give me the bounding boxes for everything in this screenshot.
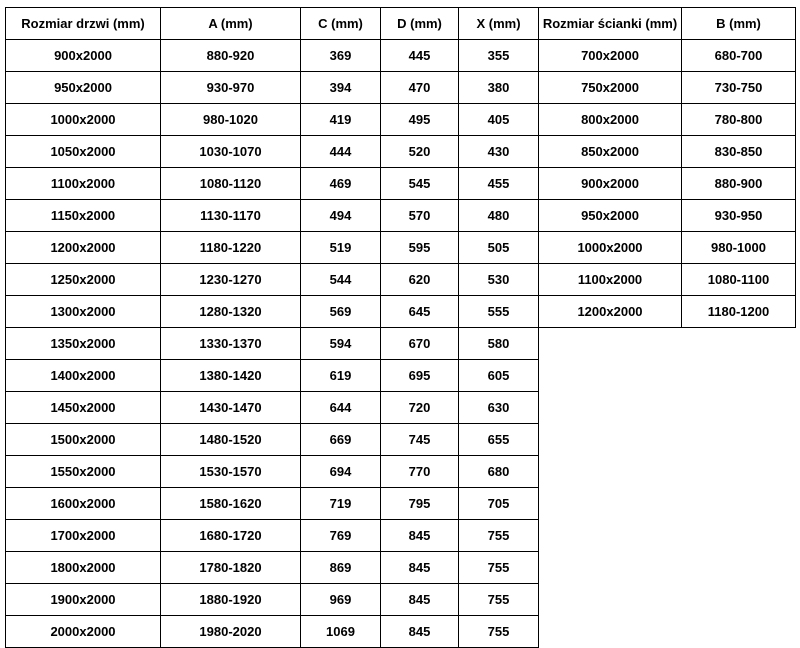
table-cell: 369 (301, 40, 381, 72)
table-cell: 694 (301, 456, 381, 488)
table-row (6, 488, 539, 520)
table-cell: 1580-1620 (161, 488, 301, 520)
table-cell: 755 (459, 616, 539, 648)
table-cell: 1180-1200 (682, 296, 796, 328)
table-cell: 950x2000 (6, 72, 161, 104)
table-header-row (6, 8, 539, 40)
table-row (6, 552, 539, 584)
table-cell: 930-950 (682, 200, 796, 232)
table-cell: 1380-1420 (161, 360, 301, 392)
table-cell: 494 (301, 200, 381, 232)
table-row (6, 520, 539, 552)
table-cell: 445 (381, 40, 459, 72)
table-cell: 1000x2000 (6, 104, 161, 136)
table-row (539, 40, 796, 72)
table-cell: 880-920 (161, 40, 301, 72)
table-row (6, 40, 539, 72)
table-cell: 1100x2000 (539, 264, 682, 296)
column-header-door-size: Rozmiar drzwi (mm) (6, 8, 161, 40)
column-header-a: A (mm) (161, 8, 301, 40)
table-cell: 980-1020 (161, 104, 301, 136)
table-row (6, 232, 539, 264)
table-cell: 1080-1120 (161, 168, 301, 200)
wall-panel-dimensions-table (538, 7, 796, 328)
table-cell: 1100x2000 (6, 168, 161, 200)
table-cell: 755 (459, 552, 539, 584)
table-cell: 900x2000 (6, 40, 161, 72)
table-row (6, 104, 539, 136)
table-cell: 530 (459, 264, 539, 296)
table-cell: 1700x2000 (6, 520, 161, 552)
table-cell: 594 (301, 328, 381, 360)
table-cell: 555 (459, 296, 539, 328)
table-cell: 795 (381, 488, 459, 520)
table-cell: 705 (459, 488, 539, 520)
table-row (6, 456, 539, 488)
table-cell: 1250x2000 (6, 264, 161, 296)
table-cell: 580 (459, 328, 539, 360)
table-cell: 969 (301, 584, 381, 616)
column-header-d: D (mm) (381, 8, 459, 40)
table-row (539, 72, 796, 104)
table-cell: 630 (459, 392, 539, 424)
table-cell: 469 (301, 168, 381, 200)
table-cell: 1350x2000 (6, 328, 161, 360)
table-cell: 719 (301, 488, 381, 520)
table-cell: 570 (381, 200, 459, 232)
table-cell: 1800x2000 (6, 552, 161, 584)
table-cell: 869 (301, 552, 381, 584)
table-row (6, 616, 539, 648)
table-cell: 1880-1920 (161, 584, 301, 616)
column-header-c: C (mm) (301, 8, 381, 40)
table-cell: 720 (381, 392, 459, 424)
table-cell: 1030-1070 (161, 136, 301, 168)
table-cell: 800x2000 (539, 104, 682, 136)
table-cell: 405 (459, 104, 539, 136)
column-header-wall-size: Rozmiar ścianki (mm) (539, 8, 682, 40)
table-header-row (539, 8, 796, 40)
table-cell: 880-900 (682, 168, 796, 200)
table-cell: 900x2000 (539, 168, 682, 200)
table-row (6, 72, 539, 104)
table-row (6, 360, 539, 392)
table-row (539, 136, 796, 168)
table-cell: 845 (381, 552, 459, 584)
table-cell: 2000x2000 (6, 616, 161, 648)
table-cell: 1900x2000 (6, 584, 161, 616)
table-row (6, 136, 539, 168)
table-row (6, 296, 539, 328)
table-row (6, 264, 539, 296)
table-cell: 780-800 (682, 104, 796, 136)
table-cell: 619 (301, 360, 381, 392)
table-cell: 1400x2000 (6, 360, 161, 392)
table-cell: 830-850 (682, 136, 796, 168)
door-dimensions-table (5, 7, 539, 648)
table-cell: 605 (459, 360, 539, 392)
table-cell: 680 (459, 456, 539, 488)
table-cell: 755 (459, 584, 539, 616)
table-cell: 430 (459, 136, 539, 168)
table-row (6, 168, 539, 200)
table-cell: 645 (381, 296, 459, 328)
table-cell: 394 (301, 72, 381, 104)
table-cell: 845 (381, 616, 459, 648)
table-cell: 1480-1520 (161, 424, 301, 456)
table-cell: 1430-1470 (161, 392, 301, 424)
table-cell: 380 (459, 72, 539, 104)
table-cell: 1280-1320 (161, 296, 301, 328)
table-cell: 444 (301, 136, 381, 168)
table-cell: 1330-1370 (161, 328, 301, 360)
table-cell: 620 (381, 264, 459, 296)
table-row (6, 584, 539, 616)
table-cell: 695 (381, 360, 459, 392)
table-cell: 745 (381, 424, 459, 456)
table-cell: 495 (381, 104, 459, 136)
table-cell: 1680-1720 (161, 520, 301, 552)
table-cell: 1000x2000 (539, 232, 682, 264)
table-cell: 730-750 (682, 72, 796, 104)
table-cell: 419 (301, 104, 381, 136)
table-row (539, 200, 796, 232)
table-row (6, 200, 539, 232)
table-cell: 669 (301, 424, 381, 456)
table-cell: 1200x2000 (6, 232, 161, 264)
table-cell: 595 (381, 232, 459, 264)
table-cell: 1200x2000 (539, 296, 682, 328)
table-row (6, 328, 539, 360)
table-cell: 1780-1820 (161, 552, 301, 584)
table-cell: 850x2000 (539, 136, 682, 168)
table-cell: 1980-2020 (161, 616, 301, 648)
table-cell: 980-1000 (682, 232, 796, 264)
table-cell: 769 (301, 520, 381, 552)
table-cell: 1150x2000 (6, 200, 161, 232)
table-row (539, 168, 796, 200)
table-cell: 930-970 (161, 72, 301, 104)
table-cell: 770 (381, 456, 459, 488)
table-cell: 1550x2000 (6, 456, 161, 488)
table-cell: 655 (459, 424, 539, 456)
table-cell: 845 (381, 584, 459, 616)
table-cell: 544 (301, 264, 381, 296)
table-row (539, 232, 796, 264)
table-row (539, 264, 796, 296)
table-cell: 470 (381, 72, 459, 104)
table-cell: 355 (459, 40, 539, 72)
table-cell: 950x2000 (539, 200, 682, 232)
table-cell: 480 (459, 200, 539, 232)
table-cell: 1050x2000 (6, 136, 161, 168)
table-cell: 455 (459, 168, 539, 200)
table-cell: 1130-1170 (161, 200, 301, 232)
column-header-x: X (mm) (459, 8, 539, 40)
table-cell: 520 (381, 136, 459, 168)
table-cell: 1300x2000 (6, 296, 161, 328)
column-header-b: B (mm) (682, 8, 796, 40)
table-cell: 700x2000 (539, 40, 682, 72)
table-cell: 755 (459, 520, 539, 552)
table-cell: 505 (459, 232, 539, 264)
table-cell: 1530-1570 (161, 456, 301, 488)
table-cell: 644 (301, 392, 381, 424)
table-cell: 670 (381, 328, 459, 360)
table-cell: 1080-1100 (682, 264, 796, 296)
table-row (6, 392, 539, 424)
table-row (539, 296, 796, 328)
table-cell: 1069 (301, 616, 381, 648)
table-row (6, 424, 539, 456)
table-cell: 1500x2000 (6, 424, 161, 456)
table-cell: 545 (381, 168, 459, 200)
table-cell: 845 (381, 520, 459, 552)
table-row (539, 104, 796, 136)
table-cell: 569 (301, 296, 381, 328)
table-cell: 519 (301, 232, 381, 264)
table-cell: 750x2000 (539, 72, 682, 104)
table-cell: 1180-1220 (161, 232, 301, 264)
table-cell: 680-700 (682, 40, 796, 72)
table-cell: 1600x2000 (6, 488, 161, 520)
table-cell: 1230-1270 (161, 264, 301, 296)
table-cell: 1450x2000 (6, 392, 161, 424)
